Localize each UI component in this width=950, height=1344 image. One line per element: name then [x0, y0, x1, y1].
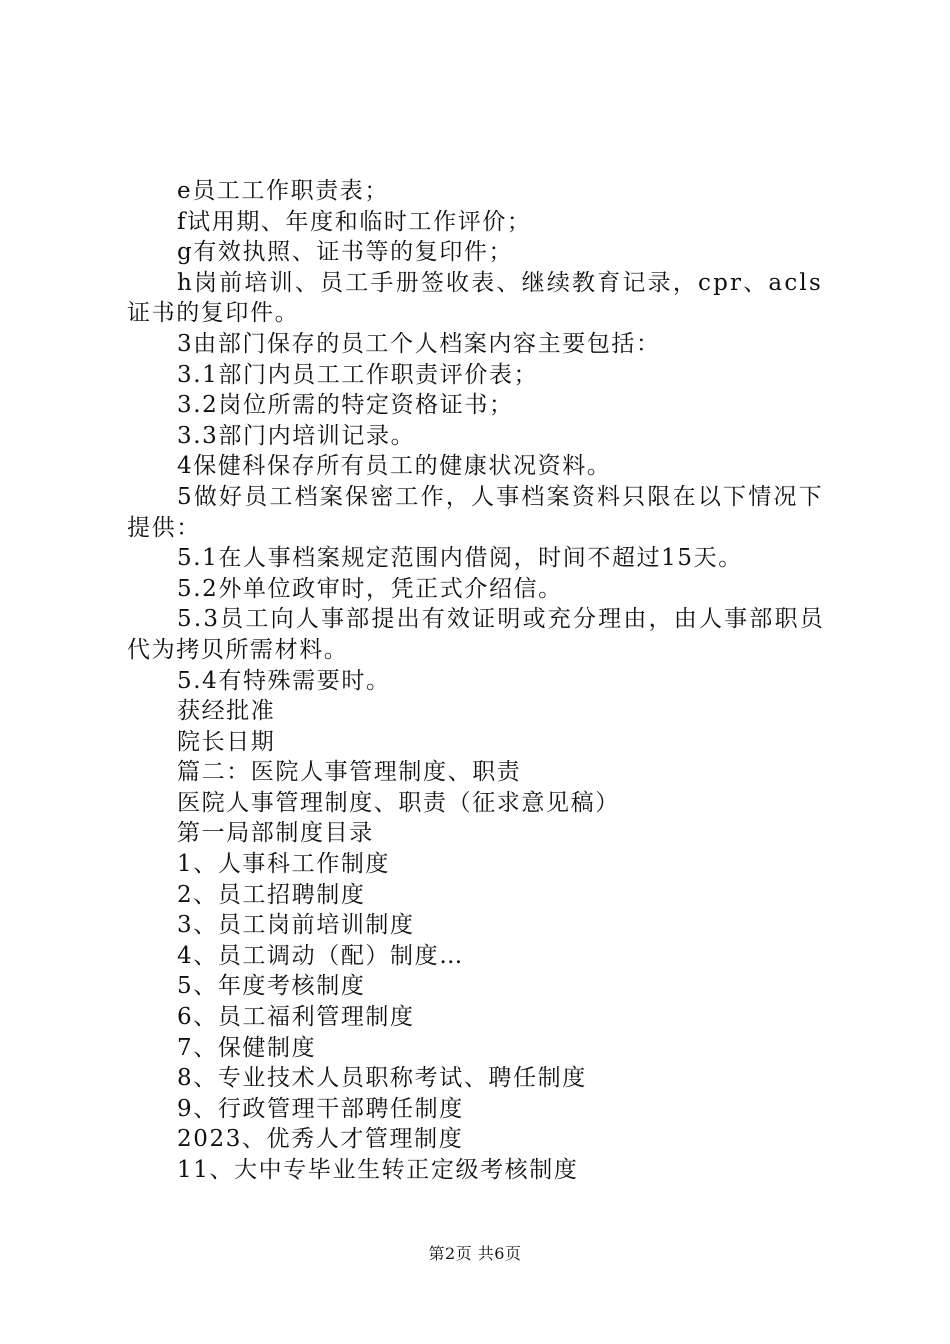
text-line: 5.1在人事档案规定范围内借阅，时间不超过15天。 — [177, 545, 743, 572]
text-line: 5.4有特殊需要时。 — [177, 667, 391, 694]
page-number: 第2页 共6页 — [428, 1244, 522, 1263]
document-body — [127, 176, 833, 1186]
text-line: 获经批准 — [177, 698, 276, 725]
toc-item: 7、保健制度 — [177, 1034, 317, 1061]
toc-item: 6、员工福利管理制度 — [177, 1004, 415, 1031]
toc-item: 8、专业技术人员职称考试、聘任制度 — [177, 1065, 587, 1092]
toc-item: 2、员工招聘制度 — [177, 881, 366, 908]
toc-item: 9、行政管理干部聘任制度 — [177, 1095, 464, 1122]
text-line: 5.2外单位政审时，凭正式介绍信。 — [177, 575, 563, 602]
toc-item: 1、人事科工作制度 — [177, 851, 391, 878]
text-line: 4保健科保存所有员工的健康状况资料。 — [177, 453, 612, 480]
toc-item: 2023、优秀人才管理制度 — [177, 1126, 464, 1153]
text-line: 院长日期 — [177, 728, 276, 755]
text-line: h岗前培训、员工手册签收表、继续教育记录，cpr、acls — [177, 269, 823, 296]
text-line: 3由部门保存的员工个人档案内容主要包括： — [177, 330, 661, 357]
text-line: e员工工作职责表； — [177, 178, 390, 204]
toc-item: 3、员工岗前培训制度 — [177, 912, 415, 939]
text-line: g有效执照、证书等的复印件； — [177, 239, 514, 266]
text-line: 5.3员工向人事部提出有效证明或充分理由，由人事部职员 — [177, 606, 825, 633]
section-heading: 医院人事管理制度、职责（征求意见稿） — [177, 789, 620, 816]
text-line: 代为拷贝所需材料。 — [127, 636, 349, 663]
text-line: 证书的复印件。 — [127, 300, 300, 327]
text-line: 提供： — [127, 514, 201, 541]
toc-item: 11、大中专毕业生转正定级考核制度 — [177, 1157, 579, 1183]
section-heading: 第一局部制度目录 — [177, 820, 374, 847]
toc-item: 4、员工调动（配）制度… — [177, 942, 464, 969]
text-line: 3.1部门内员工工作职责评价表； — [177, 361, 539, 388]
text-line: 3.3部门内培训记录。 — [177, 422, 416, 449]
section-heading: 篇二：医院人事管理制度、职责 — [177, 759, 522, 786]
text-line: 5做好员工档案保密工作，人事档案资料只限在以下情况下 — [177, 483, 824, 510]
text-line: 3.2岗位所需的特定资格证书； — [177, 392, 514, 419]
toc-item: 5、年度考核制度 — [177, 973, 366, 1000]
text-line: f试用期、年度和临时工作评价； — [177, 208, 532, 235]
